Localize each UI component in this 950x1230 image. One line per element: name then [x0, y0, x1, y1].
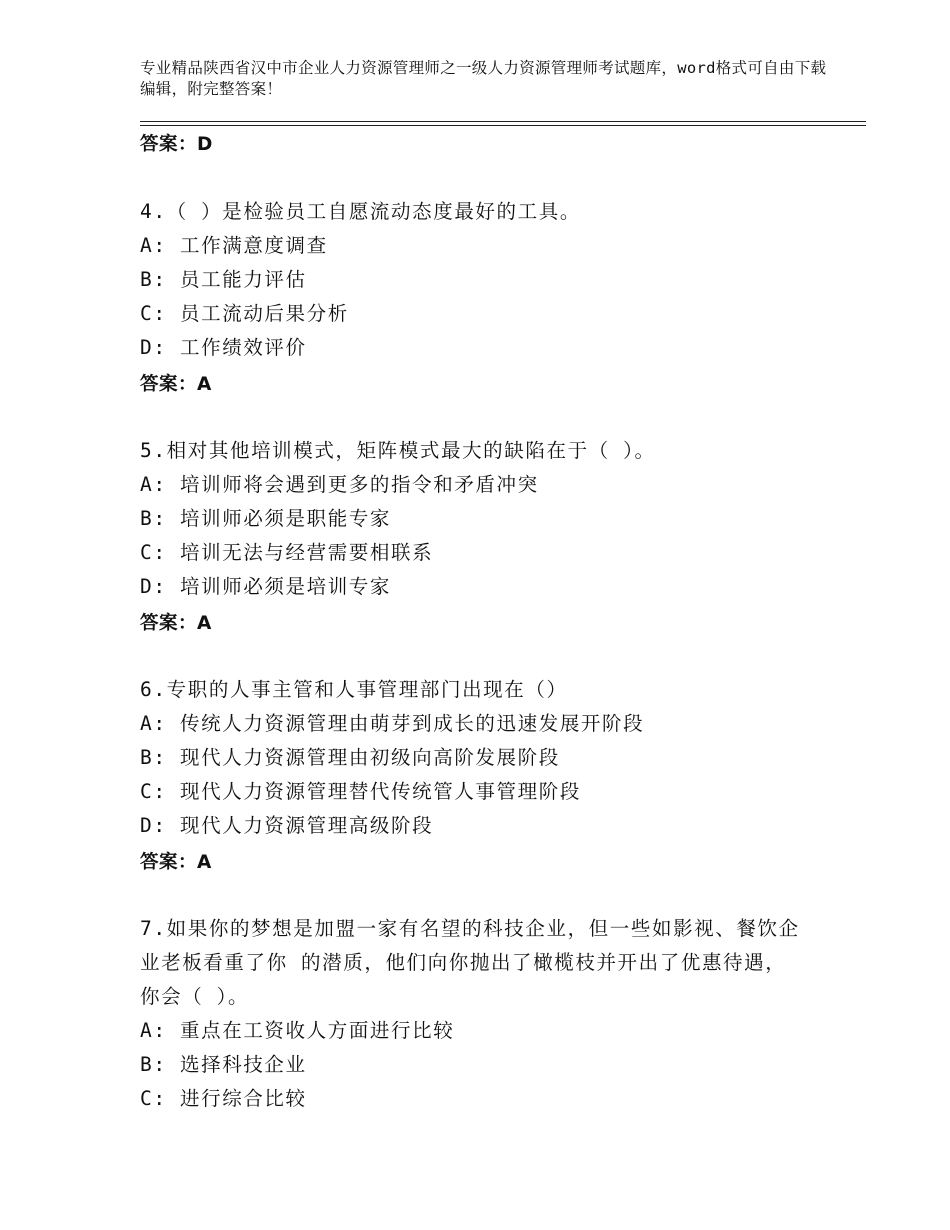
question-4-stem: 4.（ ）是检验员工自愿流动态度最好的工具。: [140, 200, 581, 223]
question-5-option-d: D: 培训师必须是培训专家: [140, 575, 392, 598]
header-rule-bottom: [140, 125, 866, 126]
answer-q3: 答案：D: [140, 134, 213, 155]
question-7-stem: 7.如果你的梦想是加盟一家有名望的科技企业，但一些如影视、餐饮企业老板看重了你 的潜质，他们向你抛出了橄榄枝并开出了优惠待遇，你会（ ）。: [140, 917, 800, 1008]
document-header: 专业精品陕西省汉中市企业人力资源管理师之一级人力资源管理师考试题库，word格式可自由下载编辑，附完整答案！: [140, 59, 827, 98]
question-4-option-a: A: 工作满意度调查: [140, 234, 328, 257]
question-4-option-b: B: 员工能力评估: [140, 268, 307, 291]
header-rule-top: [140, 121, 866, 122]
question-6-option-c: C: 现代人力资源管理替代传统管人事管理阶段: [140, 780, 581, 803]
answer-q4: 答案：A: [140, 374, 212, 395]
question-5-option-c: C: 培训无法与经营需要相联系: [140, 541, 434, 564]
answer-q6: 答案：A: [140, 852, 212, 873]
question-5-stem: 5.相对其他培训模式，矩阵模式最大的缺陷在于（ ）。: [140, 439, 656, 462]
question-6-option-b: B: 现代人力资源管理由初级向高阶发展阶段: [140, 746, 560, 769]
question-6-option-a: A: 传统人力资源管理由萌芽到成长的迅速发展开阶段: [140, 712, 645, 735]
question-5-option-a: A: 培训师将会遇到更多的指令和矛盾冲突: [140, 473, 539, 496]
question-6-option-d: D: 现代人力资源管理高级阶段: [140, 814, 434, 837]
answer-q5: 答案：A: [140, 613, 212, 634]
question-7-option-a: A: 重点在工资收人方面进行比较: [140, 1019, 455, 1042]
question-5-option-b: B: 培训师必须是职能专家: [140, 507, 392, 530]
question-7-option-b: B: 选择科技企业: [140, 1053, 307, 1076]
question-6-stem: 6.专职的人事主管和人事管理部门出现在（）: [140, 678, 568, 701]
question-7-option-c: C: 进行综合比较: [140, 1087, 307, 1110]
question-4-option-c: C: 员工流动后果分析: [140, 302, 349, 325]
question-4-option-d: D: 工作绩效评价: [140, 336, 307, 359]
